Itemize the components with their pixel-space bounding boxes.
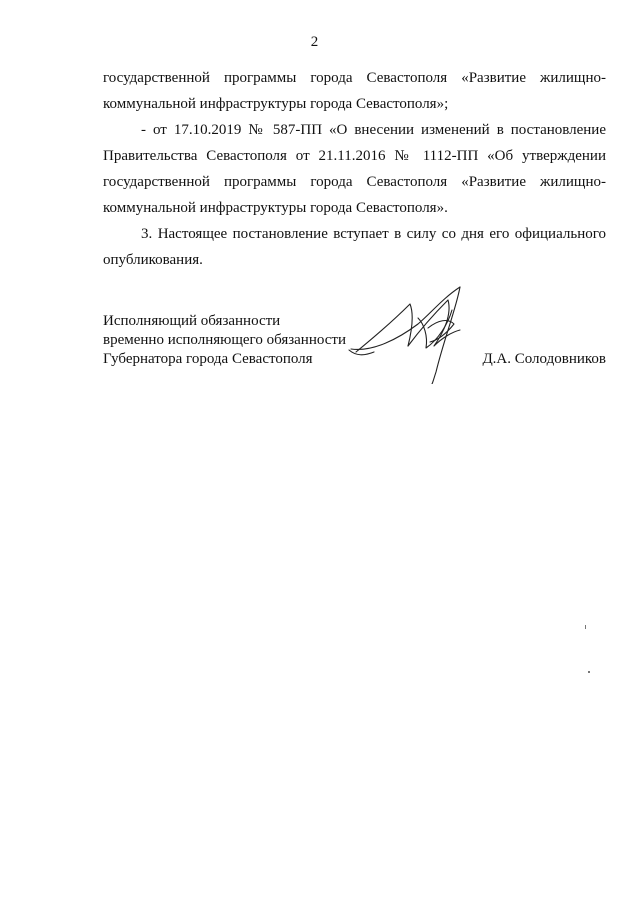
signature-block bbox=[103, 312, 606, 412]
scan-speck bbox=[588, 671, 590, 673]
signature-stroke bbox=[351, 287, 460, 349]
handwritten-signature bbox=[348, 284, 478, 384]
signer-position bbox=[103, 312, 346, 369]
paragraph-continuation: государственной программы города Севастополя «Развитие жилищно-коммунальной инфраструктуры города Севастополя»; bbox=[103, 70, 606, 112]
signature-stroke bbox=[356, 304, 412, 352]
signature-stroke bbox=[418, 310, 452, 348]
document-body bbox=[103, 65, 606, 273]
scan-speck bbox=[585, 625, 586, 629]
paragraph-amendment-item: - от 17.10.2019 № 587-ПП «О внесении изменений в постановление Правительства Севастополя от 21.11.2016 № 1112-ПП «Об утверждении государственной программы города Севастополя «Развитие жилищно-коммунальной инфраструктуры города Севастополя». bbox=[103, 122, 606, 216]
signer-name: Д.А. Солодовников bbox=[482, 351, 606, 367]
signer-position-line: временно исполняющего обязанности bbox=[103, 332, 346, 348]
paragraph-effective-date: 3. Настоящее постановление вступает в силу со дня его официального опубликования. bbox=[103, 226, 606, 268]
signer-position-line: Исполняющий обязанности bbox=[103, 313, 281, 329]
signer-position-line: Губернатора города Севастополя bbox=[103, 351, 313, 367]
signature-stroke bbox=[349, 350, 374, 355]
page-number: 2 bbox=[310, 34, 319, 50]
